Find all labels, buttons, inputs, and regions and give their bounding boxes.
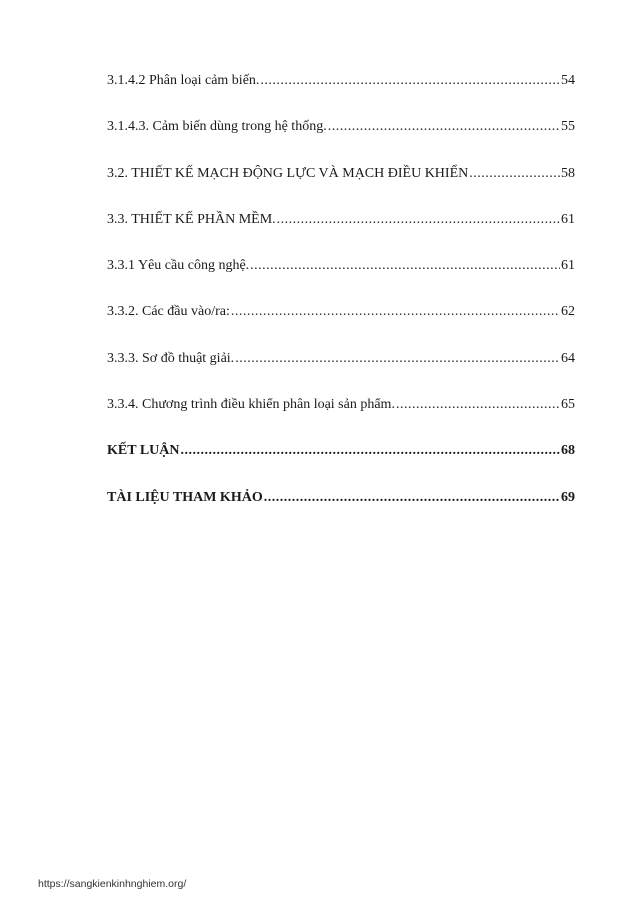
toc-entry[interactable]: [107, 257, 575, 303]
toc-entry-title: 3.3.2. Các đầu vào/ra:: [107, 304, 230, 320]
toc-dot-leader: [235, 350, 560, 368]
toc-dot-leader: [231, 303, 560, 321]
toc-entry-page: 62: [561, 304, 575, 320]
toc-entry-references[interactable]: [107, 489, 575, 535]
toc-dot-leader: [260, 72, 560, 90]
toc-entry[interactable]: [107, 165, 575, 211]
toc-entry[interactable]: [107, 72, 575, 118]
toc-entry-title: KẾT LUẬN: [107, 443, 180, 459]
toc-dot-leader: [277, 211, 560, 229]
toc-entry-title: 3.3. THIẾT KẾ PHẦN MỀM.: [107, 211, 276, 227]
toc-entry-page: 65: [561, 397, 575, 413]
toc-dot-leader: [264, 489, 560, 507]
toc-entry[interactable]: [107, 211, 575, 257]
footer-url[interactable]: https://sangkienkinhnghiem.org/: [38, 878, 187, 890]
toc-dot-leader: [396, 396, 560, 414]
toc-entry-page: 68: [561, 443, 575, 459]
toc-entry[interactable]: [107, 303, 575, 349]
toc-entry-title: 3.3.3. Sơ đồ thuật giải.: [107, 350, 235, 366]
toc-entry[interactable]: [107, 396, 575, 442]
toc-entry-title: 3.3.4. Chương trình điều khiển phân loại sản phẩm.: [107, 397, 395, 413]
toc-dot-leader: [180, 442, 560, 460]
toc-entry-title: TÀI LIỆU THAM KHẢO: [107, 489, 263, 505]
toc-dot-leader: [328, 118, 560, 136]
toc-entry-page: 54: [561, 73, 575, 88]
toc-entry-page: 64: [561, 350, 575, 366]
toc-entry-page: 69: [561, 489, 575, 505]
toc-dot-leader: [469, 165, 560, 183]
toc-entry-conclusion[interactable]: [107, 442, 575, 488]
toc-entry-page: 61: [561, 258, 575, 274]
toc-entry-title: 3.1.4.3. Cảm biến dùng trong hệ thống.: [107, 119, 327, 135]
toc-entry-title: 3.1.4.2 Phân loại cảm biến.: [107, 73, 260, 88]
toc-entry-page: 58: [561, 165, 575, 181]
toc-entry[interactable]: [107, 350, 575, 396]
toc-dot-leader: [250, 257, 560, 275]
toc-entry-page: 61: [561, 211, 575, 227]
toc-entry[interactable]: [107, 118, 575, 164]
table-of-contents: [107, 72, 575, 535]
toc-entry-title: 3.3.1 Yêu cầu công nghệ.: [107, 258, 250, 274]
toc-entry-title: 3.2. THIẾT KẾ MẠCH ĐỘNG LỰC VÀ MẠCH ĐIỀU KHIỂN: [107, 165, 469, 181]
toc-entry-page: 55: [561, 119, 575, 135]
